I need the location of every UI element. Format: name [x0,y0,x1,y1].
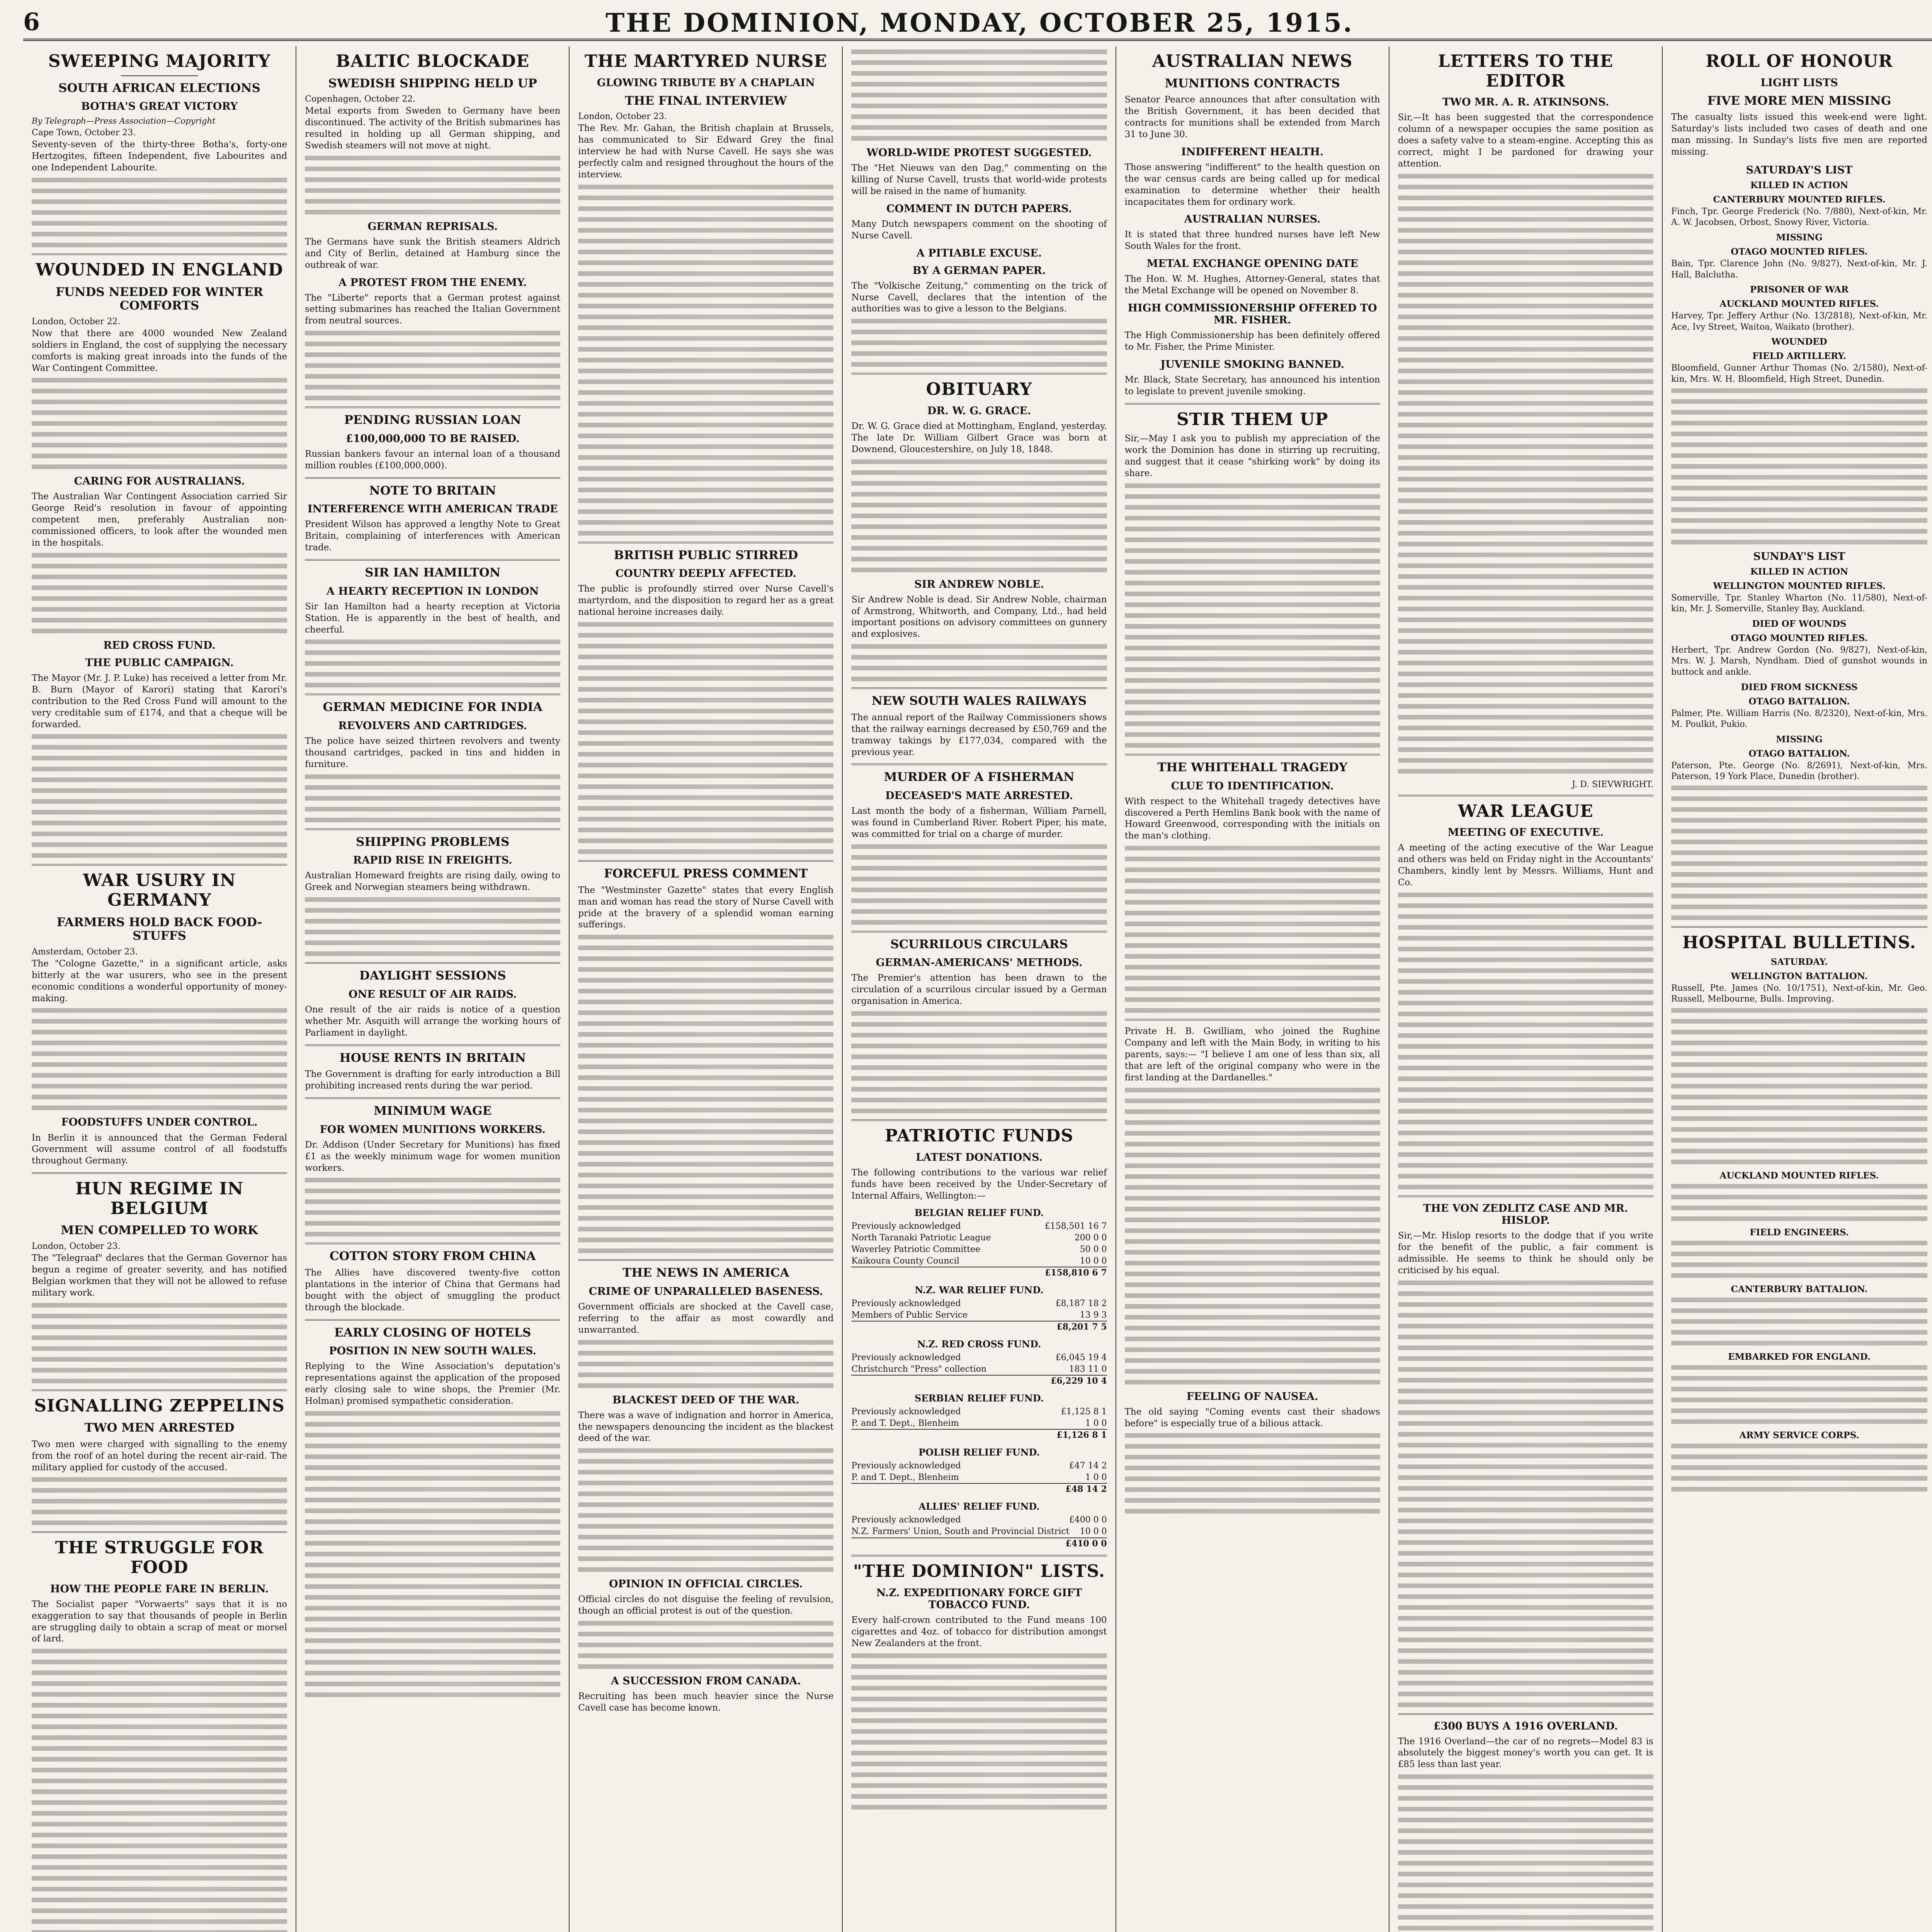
fund-row [851,1298,1107,1310]
subhead-grace: DR. W. G. GRACE. [927,405,1031,417]
headline-minimum-wage: MINIMUM WAGE [374,1104,492,1118]
subhead-men-compelled: MEN COMPELLED TO WORK [61,1223,258,1238]
unit-name: OTAGO MOUNTED RIFLES. [1731,247,1868,257]
headline-patriotic-funds: PATRIOTIC FUNDS [884,1126,1074,1146]
fund-table-red-cross [851,1338,1107,1387]
subhead-glowing-tribute: GLOWING TRIBUTE BY A CHAPLAIN [597,77,815,89]
fund-row [851,1244,1107,1255]
subhead-women-munitions: FOR WOMEN MUNITIONS WORKERS. [320,1123,546,1136]
headline-dominion-lists: "THE DOMINION" LISTS. [853,1561,1105,1582]
fund-row [851,1460,1107,1472]
article-text: The "Westminster Gazette" states that every English man and woman has read the story of Nurse Cavell with pride at the bravery of a splendid woman earning sufferings. [578,885,834,930]
fund-label: P. and T. Dept., Blenheim [851,1418,959,1428]
subhead-identification: CLUE TO IDENTIFICATION. [1171,780,1334,792]
fund-amount: 13 9 3 [1080,1310,1107,1320]
article-text: Now that there are 4000 wounded New Zealand soldiers in England, the cost of supplying the necessary comforts is making great inroads into the funds of the War Contingent Committee. [32,328,287,373]
fund-total: £8,201 7 5 [1056,1322,1107,1332]
headline-ian-hamilton: SIR IAN HAMILTON [365,566,501,580]
fund-label: Previously acknowledged [851,1407,961,1417]
fund-total-row [851,1321,1107,1333]
subhead-rapid-rise: RAPID RISE IN FREIGHTS. [353,854,512,867]
dateline: Copenhagen, October 22. [305,94,416,104]
fund-total: £48 14 2 [1065,1484,1107,1495]
article-text: The old saying "Coming events cast their shadows before" is especially true of a bilious attack. [1124,1406,1380,1429]
fund-label: North Taranaki Patriotic League [851,1233,991,1243]
subhead-meeting-executive: MEETING OF EXECUTIVE. [1447,827,1604,839]
subhead-juvenile-smoking: JUVENILE SMOKING BANNED. [1160,358,1345,371]
fund-title: N.Z. RED CROSS FUND. [917,1338,1041,1350]
article-text: President Wilson has approved a lengthy Note to Great Britain, complaining of interferences with American trade. [305,519,561,553]
fund-label: Previously acknowledged [851,1352,961,1362]
fund-table-polish [851,1447,1107,1495]
fund-table-serbian [851,1393,1107,1441]
column-5 [1116,46,1389,1932]
subhead-two-men-arrested: TWO MEN ARRESTED [84,1421,235,1435]
dateline: London, October 23. [578,112,667,122]
category-missing: MISSING [1776,734,1823,745]
article-text: Senator Pearce announces that after consultation with the British Government, it has been decided that contracts for munitions shall be extended from March 31 to June 30. [1124,95,1380,139]
article-text: Official circles do not disguise the feeling of revulsion, though an official protest is out of the question. [578,1594,834,1616]
unit-name: FIELD ARTILLERY. [1752,351,1846,362]
article-text: The Mayor (Mr. J. P. Luke) has received a letter from Mr. B. Burn (Mayor of Karori) stating that Karori's contribution to the Red Cross Fund will amount to the very creditable sum of £174, and that a cheque will be forwarded. [32,673,287,730]
article-text: Dr. W. G. Grace died at Mottingham, England, yesterday. The late Dr. William Gilbert Grace was born at Downend, Gloucestershire, on July 18, 1848. [851,421,1107,454]
dateline: Amsterdam, October 23. [32,947,138,957]
subhead-light-lists: LIGHT LISTS [1760,77,1838,89]
subhead-nsw-position: POSITION IN NEW SOUTH WALES. [329,1345,536,1357]
unit-name: AUCKLAND MOUNTED RIFLES. [1719,1170,1879,1181]
subhead-sa-elections: SOUTH AFRICAN ELECTIONS [58,81,260,95]
article-text: Sir,—It has been suggested that the correspondence column of a newspaper occupies the same position as does a safety valve to a steam-engine. Accepting this as correct, might I be pardoned for drawing your attention. [1398,112,1653,169]
fund-amount: £8,187 18 2 [1055,1298,1107,1308]
headline-australian-news: AUSTRALIAN NEWS [1152,51,1353,71]
category-died-of-wounds: DIED OF WOUNDS [1752,618,1847,629]
subhead-winter-comforts: FUNDS NEEDED FOR WINTER COMFORTS [56,285,264,313]
fund-total: £1,126 8 1 [1056,1430,1107,1440]
fund-total: £410 0 0 [1065,1538,1107,1549]
section-saturday-list: SATURDAY'S LIST [1746,164,1853,176]
article-text: A meeting of the acting executive of the War League and others was held on Friday night in the Accountants' Chambers, kindly lent by Messrs. Williams, Hunt and Co. [1398,843,1653,888]
fund-label: Previously acknowledged [851,1221,961,1231]
article-text: Mr. Black, State Secretary, has announced his intention to legislate to prevent juvenile smoking. [1124,374,1380,396]
subhead-caring-australians: CARING FOR AUSTRALIANS. [74,475,245,488]
page-columns [23,46,1932,1932]
headline-german-medicine: GERMAN MEDICINE FOR INDIA [323,700,543,714]
fund-total: £6,229 10 4 [1051,1376,1107,1386]
fund-amount: 200 0 0 [1074,1233,1107,1243]
fund-label: Previously acknowledged [851,1461,961,1471]
page-number: 6 [23,8,40,36]
article-text: The Australian War Contingent Association carried Sir George Reid's resolution in favour of appointing competent men, preferably Australian non-commissioned officers, to look after the wounded men in the hospitals. [32,492,287,548]
unit-name: ARMY SERVICE CORPS. [1739,1430,1859,1440]
fund-row [851,1364,1107,1375]
headline-war-usury: WAR USURY IN GERMANY [83,871,236,910]
fund-total-row [851,1537,1107,1550]
category-died-sickness: DIED FROM SICKNESS [1741,682,1858,692]
subhead-two-atkinsons: TWO MR. A. R. ATKINSONS. [1442,96,1609,109]
fund-row [851,1406,1107,1418]
article-text: In Berlin it is announced that the German Federal Government will assume control of all foodstuffs throughout Germany. [32,1133,287,1166]
category-prisoner: PRISONER OF WAR [1750,284,1849,295]
fund-amount: 50 0 0 [1080,1244,1107,1254]
subhead-air-raids: ONE RESULT OF AIR RAIDS. [349,988,517,1000]
headline-shipping-problems: SHIPPING PROBLEMS [356,835,510,849]
headline-roll-of-honour: ROLL OF HONOUR [1706,51,1893,71]
subhead-blackest-deed: BLACKEST DEED OF THE WAR. [612,1394,799,1406]
subhead-andrew-noble: SIR ANDREW NOBLE. [914,578,1044,590]
subhead-german-paper: BY A GERMAN PAPER. [912,264,1046,277]
column-4 [843,46,1116,1932]
fund-row [851,1352,1107,1364]
subhead-foodstuffs-control: FOODSTUFFS UNDER CONTROL. [61,1116,258,1129]
headline-early-closing: EARLY CLOSING OF HOTELS [334,1325,531,1340]
article-text: The Rev. Mr. Gahan, the British chaplain at Brussels, has communicated to Sir Edward Grey the final interview he had with Nurse Cavell. He says she was perfectly calm and resigned throughout the hours of the interview. [578,123,834,180]
article-text: It is stated that three hundred nurses have left New South Wales for the front. [1124,230,1380,252]
fund-total: £158,810 6 7 [1044,1268,1107,1278]
headline-baltic-blockade: BALTIC BLOCKADE [336,51,530,71]
unit-name: OTAGO BATTALION. [1748,748,1850,759]
category-killed: KILLED IN ACTION [1750,566,1849,577]
unit-name: OTAGO MOUNTED RIFLES. [1731,633,1868,643]
fund-label: Previously acknowledged [851,1515,961,1525]
headline-war-league: WAR LEAGUE [1458,801,1594,821]
fund-amount: £47 14 2 [1069,1461,1107,1471]
newspaper-title: THE DOMINION, MONDAY, OCTOBER 25, 1915. [605,8,1354,38]
fund-label: Waverley Patriotic Committee [851,1244,980,1254]
article-text: Recruiting has been much heavier since the Nurse Cavell case has become known. [578,1691,834,1713]
fund-title: POLISH RELIEF FUND. [918,1447,1040,1458]
column-3 [570,46,843,1932]
article-text: The "Cologne Gazette," in a significant article, asks bitterly at the war usurers, who see in the present economic conditions a wonderful opportunity of money-making. [32,958,287,1003]
subhead-metal-exchange: METAL EXCHANGE OPENING DATE [1146,258,1358,270]
fund-title: BELGIAN RELIEF FUND. [914,1207,1044,1219]
column-6 [1389,46,1663,1932]
subhead-loan-amount: £100,000,000 TO BE RAISED. [345,432,520,445]
headline-murder-fisherman: MURDER OF A FISHERMAN [884,770,1075,784]
article-text: Last month the body of a fisherman, William Parnell, was found in Cumberland River. Robert Piper, his mate, was committed for trial on a charge of murder. [851,806,1107,839]
subhead-mate-arrested: DECEASED'S MATE ARRESTED. [885,790,1073,802]
article-text: Replying to the Wine Association's deputation's representations against the application of the proposed early closing sale to wine shops, the Premier (Mr. Holman) promised sympathetic consideration. [305,1361,561,1406]
category-embarked: EMBARKED FOR ENGLAND. [1728,1351,1871,1362]
casualty-entry: Herbert, Tpr. Andrew Gordon (No. 9/827), Next-of-kin, Mrs. W. J. Marsh, Nyndham. Died of gunshot wounds in buttock and ankle. [1671,645,1927,677]
subhead-tobacco-fund: N.Z. EXPEDITIONARY FORCE GIFT TOBACCO FUND. [876,1587,1082,1611]
article-text: Those answering "indifferent" to the health question on the war census cards are being called up for medical examination to determine whether their health incapacitates them for ordinary work. [1124,162,1380,207]
dateline: Cape Town, October 23. [32,128,136,138]
unit-name: WELLINGTON MOUNTED RIFLES. [1713,580,1886,591]
subhead-saturday: SATURDAY. [1770,956,1828,967]
headline-overland-ad: £300 BUYS A 1916 OVERLAND. [1433,1720,1618,1732]
subhead-public-campaign: THE PUBLIC CAMPAIGN. [85,656,234,669]
unit-name: FIELD ENGINEERS. [1750,1227,1849,1238]
casualty-entry: Paterson, Pte. George (No. 8/2691), Next-of-kin, Mrs. Paterson, 19 York Place, Dunedin (brother). [1671,760,1927,782]
fund-label: Kaikoura County Council [851,1256,959,1266]
article-text: The "Telegraaf" declares that the German Governor has begun a regime of greater severity, and has notified Belgian workmen that they will not be allowed to refuse military work. [32,1253,287,1298]
dateline: London, October 23. [32,1242,121,1252]
fund-row [851,1514,1107,1526]
article-text: Sir,—Mr. Hislop resorts to the dodge that if you write for the benefit of the public, a fair comment is admissible. He seems to think he should only be criticised by his equal. [1398,1230,1653,1276]
headline-stir-them-up: STIR THEM UP [1176,409,1328,429]
article-text: Metal exports from Sweden to Germany have been discontinued. The activity of the British submarines has resulted in holding up all German shipping, and Swedish steamers will not move at night. [305,106,561,151]
fund-label: Members of Public Service [851,1310,968,1320]
subhead-dutch-papers: COMMENT IN DUTCH PAPERS. [886,202,1072,215]
fund-total-row [851,1429,1107,1441]
fund-amount: 1 0 0 [1085,1472,1107,1482]
dateline: London, October 22. [32,316,121,327]
subhead-munitions-contracts: MUNITIONS CONTRACTS [1165,76,1340,90]
fund-row [851,1255,1107,1267]
article-text: The Government is drafting for early introduction a Bill prohibiting increased rents during the war period. [305,1069,561,1091]
fund-amount: 10 0 0 [1080,1256,1107,1266]
fund-total-row [851,1375,1107,1387]
article-text: The Socialist paper "Vorwaerts" says that it is no exaggeration to say that thousands of people in Berlin are struggling daily to obtain a scrap of meat or morsel of lard. [32,1599,287,1644]
subhead-australian-nurses: AUSTRALIAN NURSES. [1184,213,1321,226]
article-text: Seventy-seven of the thirty-three Botha's, forty-one Hertzogites, fifteen Independent, five Labourites and one Independent Labourite. [32,139,287,173]
article-text: One result of the air raids is notice of a question whether Mr. Asquith will arrange the working hours of Parliament in daylight. [305,1004,561,1038]
press-byline: By Telegraph—Press Association—Copyright [32,116,216,126]
casualty-entry: Harvey, Tpr. Jeffery Arthur (No. 13/2818), Next-of-kin, Mr. Ace, Ivy Street, Waitoa, Waikato (brother). [1671,311,1927,332]
article-text: The Allies have discovered twenty-five cotton plantations in the interior of China that Germans had bought with the object of smuggling the product through the blockade. [305,1268,561,1313]
fund-title: ALLIES' RELIEF FUND. [918,1501,1040,1512]
headline-martyred-nurse: THE MARTYRED NURSE [584,51,827,71]
article-text: Every half-crown contributed to the Fund means 100 cigarettes and 4oz. of tobacco for distribution amongst New Zealanders at the front. [851,1615,1107,1648]
unit-name: AUCKLAND MOUNTED RIFLES. [1719,299,1879,310]
column-2 [296,46,570,1932]
subhead-high-commissionership: HIGH COMMISSIONERSHIP OFFERED TO MR. FISHER. [1128,302,1377,327]
category-missing: MISSING [1776,232,1823,243]
article-text: With respect to the Whitehall tragedy detectives have discovered a Perth Hemlins Bank book with the name of Howard Greenwood, corresponding with the initials on the man's clothing. [1124,796,1380,841]
subhead-deeply-affected: COUNTRY DEEPLY AFFECTED. [615,568,796,580]
article-text: Sir Andrew Noble is dead. Sir Andrew Noble, chairman of Armstrong, Whitworth, and Company, Ltd., had held important positions on advisory committees on gunnery and explosives. [851,594,1107,639]
fund-amount: £1,125 8 1 [1061,1407,1107,1417]
subhead-latest-donations: LATEST DONATIONS. [915,1151,1043,1163]
subhead-succession-canada: A SUCCESSION FROM CANADA. [611,1675,801,1687]
fund-row [851,1472,1107,1483]
article-text: The casualty lists issued this week-end were light. Saturday's lists included two cases of death and one man missing. In Sunday's lists five men are reported missing. [1671,112,1927,157]
fund-label: Previously acknowledged [851,1298,961,1308]
headline-russian-loan: PENDING RUSSIAN LOAN [344,413,521,427]
subhead-german-reprisals: GERMAN REPRISALS. [367,220,498,233]
masthead [23,8,1932,41]
article-text: There was a wave of indignation and horror in America, the newspapers denouncing the incident as the blackest deed of the war. [578,1410,834,1444]
fund-title: SERBIAN RELIEF FUND. [914,1393,1044,1404]
article-text: The police have seized thirteen revolvers and twenty thousand cartridges, packed in tins and hidden in furniture. [305,736,561,769]
fund-amount: £400 0 0 [1069,1515,1107,1525]
fund-row [851,1232,1107,1244]
headline-hun-regime: HUN REGIME IN BELGIUM [75,1179,244,1218]
unit-name: WELLINGTON BATTALION. [1731,971,1868,981]
subhead-protest-enemy: A PROTEST FROM THE ENEMY. [338,276,527,289]
subhead-american-trade: INTERFERENCE WITH AMERICAN TRADE [307,503,558,515]
article-text: The "Volkische Zeitung," commenting on the trick of Nurse Cavell, declares that the intention of the authorities was to give a lesson to the Belgians. [851,281,1107,314]
unit-name: OTAGO BATTALION. [1748,696,1850,707]
section-sunday-list: SUNDAY'S LIST [1753,550,1845,563]
article-text: Many Dutch newspapers comment on the shooting of Nurse Cavell. [851,219,1107,241]
headline-public-stirred: BRITISH PUBLIC STIRRED [614,548,798,562]
casualty-entry: Finch, Tpr. George Frederick (No. 7/880), Next-of-kin, Mr. A. W. Jacobsen, Orbost, Snowy River, Victoria. [1671,206,1927,228]
casualty-entry: Somerville, Tpr. Stanley Wharton (No. 11/580), Next-of-kin, Mr. J. Somerville, Stanley Bay, Auckland. [1671,593,1927,614]
subhead-official-circles: OPINION IN OFFICIAL CIRCLES. [609,1578,803,1590]
headline-struggle-for-food: THE STRUGGLE FOR FOOD [55,1538,264,1578]
article-text: The public is profoundly stirred over Nurse Cavell's martyrdom, and the disposition to regard her as a great national heroine increases daily. [578,584,834,617]
article-text: Private H. B. Gwilliam, who joined the Rughine Company and left with the Main Body, in writing to his parents, says:— "I believe I am one of less than six, all that are left of the original company who were in the first landing at the Dardanelles." [1124,1026,1380,1083]
subhead-botha-victory: BOTHA'S GREAT VICTORY [81,100,238,113]
column-1 [23,46,296,1932]
headline-news-america: THE NEWS IN AMERICA [622,1266,789,1280]
fund-amount: 1 0 0 [1085,1418,1107,1428]
headline-cotton-china: COTTON STORY FROM CHINA [329,1249,536,1264]
fund-amount: £158,501 16 7 [1044,1221,1107,1231]
headline-letters-editor: LETTERS TO THE EDITOR [1438,51,1614,91]
fund-label: P. and T. Dept., Blenheim [851,1472,959,1482]
column-7 [1663,46,1932,1932]
casualty-entry: Russell, Pte. James (No. 10/1751), Next-of-kin, Mr. Geo. Russell, Melbourne, Bulls. Improving. [1671,983,1927,1004]
subhead-farmers-hold-back: FARMERS HOLD BACK FOOD-STUFFS [56,915,262,943]
fund-amount: 183 11 0 [1069,1364,1107,1374]
headline-obituary: OBITUARY [926,379,1032,400]
letter-signature: J. D. SIEVWRIGHT. [1572,779,1653,789]
article-text: The "Liberte" reports that a German protest against setting submarines has reached the Italian Government from neutral sources. [305,293,561,326]
fund-row [851,1418,1107,1429]
subhead-german-americans: GERMAN-AMERICANS' METHODS. [876,957,1083,969]
article-text: Dr. Addison (Under Secretary for Munitions) has fixed £1 as the weekly minimum wage for women munition workers. [305,1139,561,1173]
subhead-five-missing: FIVE MORE MEN MISSING [1707,94,1891,108]
article-text: Russian bankers favour an internal loan of a thousand million roubles (£100,000,000). [305,449,561,471]
category-killed: KILLED IN ACTION [1750,180,1849,190]
unit-name: CANTERBURY BATTALION. [1731,1284,1868,1294]
article-text: The Germans have sunk the British steamers Aldrich and City of Berlin, detained at Hamburg since the outbreak of war. [305,236,561,270]
category-wounded: WOUNDED [1771,337,1827,347]
fund-row [851,1221,1107,1232]
article-text: Australian Homeward freights are rising daily, owing to Greek and Norwegian steamers being withdrawn. [305,871,561,893]
fund-amount: 10 0 0 [1080,1526,1107,1536]
headline-von-zedlitz: THE VON ZEDLITZ CASE AND MR. HISLOP. [1423,1202,1628,1226]
fund-table-belgian [851,1207,1107,1279]
unit-name: CANTERBURY MOUNTED RIFLES. [1713,194,1886,205]
headline-press-comment: FORCEFUL PRESS COMMENT [604,867,808,881]
article-text: The "Het Nieuws van den Dag," commenting on the killing of Nurse Cavell, trusts that world-wide protests will be raised in the name of humanity. [851,163,1107,196]
subhead-people-berlin: HOW THE PEOPLE FARE IN BERLIN. [50,1583,269,1595]
subhead-indifferent-health: INDIFFERENT HEALTH. [1181,146,1324,158]
fund-row [851,1310,1107,1321]
headline-whitehall-tragedy: THE WHITEHALL TRAGEDY [1157,760,1348,774]
article-text: The Premier's attention has been drawn to the circulation of a scurrilous circular issued by a German organisation in America. [851,973,1107,1007]
article-text: The following contributions to the various war relief funds have been received by the Under-Secretary of Internal Affairs, Wellington:— [851,1167,1107,1201]
subhead-swedish-shipping: SWEDISH SHIPPING HELD UP [328,76,537,90]
headline-nsw-railways: NEW SOUTH WALES RAILWAYS [871,694,1087,708]
casualty-entry: Bloomfield, Gunner Arthur Thomas (No. 2/1580), Next-of-kin, Mrs. W. H. Bloomfield, High Street, Dunedin. [1671,363,1927,384]
fund-table-war-relief [851,1284,1107,1333]
advert-text: The 1916 Overland—the car of no regrets—Model 83 is absolutely the biggest money's worth you can get. It is £85 less than last year. [1398,1736,1653,1770]
fund-amount: £6,045 19 4 [1055,1352,1107,1362]
fund-row [851,1526,1107,1537]
article-text: The High Commissionership has been definitely offered to Mr. Fisher, the Prime Minister. [1124,330,1380,352]
headline-daylight-sessions: DAYLIGHT SESSIONS [359,969,506,983]
article-text: Sir Ian Hamilton had a hearty reception at Victoria Station. He is apparently in the best of health, and cheerful. [305,601,561,635]
subhead-unparalleled-baseness: CRIME OF UNPARALLELED BASENESS. [588,1285,823,1298]
fund-label: Christchurch "Press" collection [851,1364,987,1374]
headline-wounded-england: WOUNDED IN ENGLAND [36,260,283,280]
fund-table-allies [851,1501,1107,1549]
subhead-feeling-nausea: FEELING OF NAUSEA. [1186,1390,1318,1403]
headline-sweeping-majority: SWEEPING MAJORITY [48,51,271,71]
fund-total-row [851,1483,1107,1495]
subhead-final-interview: THE FINAL INTERVIEW [625,94,787,108]
headline-note-to-britain: NOTE TO BRITAIN [369,483,496,498]
article-text: Government officials are shocked at the Cavell case, referring to the affair as most cowardly and unwarranted. [578,1301,834,1335]
fund-label: N.Z. Farmers' Union, South and Provincial District [851,1526,1070,1536]
article-text: Two men were charged with signalling to the enemy from the roof of an hotel during the recent air-raid. The military applied for custody of the accused. [32,1439,287,1473]
headline-hospital-bulletins: HOSPITAL BULLETINS. [1682,932,1916,952]
casualty-entry: Palmer, Pte. William Harris (No. 8/2320), Next-of-kin, Mrs. M. Poulkit, Pukio. [1671,708,1927,730]
fund-title: N.Z. WAR RELIEF FUND. [915,1284,1044,1296]
headline-house-rents: HOUSE RENTS IN BRITAIN [339,1051,526,1065]
subhead-red-cross-fund: RED CROSS FUND. [103,639,216,651]
headline-signalling-zeppelins: SIGNALLING ZEPPELINS [34,1396,285,1416]
headline-scurrilous-circulars: SCURRILOUS CIRCULARS [890,937,1068,951]
article-text: The annual report of the Railway Commissioners shows that the railway earnings decreased by £50,769 and the tramway takings by £177,034, compared with the previous year. [851,712,1107,757]
subhead-pitiable-excuse: A PITIABLE EXCUSE. [916,247,1042,259]
fund-total-row [851,1267,1107,1279]
casualty-entry: Bain, Tpr. Clarence John (No. 9/827), Next-of-kin, Mr. J. Hall, Balclutha. [1671,259,1927,280]
article-text: The Hon. W. M. Hughes, Attorney-General, states that the Metal Exchange will be opened on November 8. [1124,274,1380,296]
article-text: Sir,—May I ask you to publish my appreciation of the work the Dominion has done in stirring up recruiting, and suggest that it cease "shirking work" by doing its share. [1124,434,1380,479]
subhead-hearty-reception: A HEARTY RECEPTION IN LONDON [327,585,539,597]
subhead-world-wide-protest: WORLD-WIDE PROTEST SUGGESTED. [866,147,1092,159]
subhead-revolvers: REVOLVERS AND CARTRIDGES. [338,720,527,732]
